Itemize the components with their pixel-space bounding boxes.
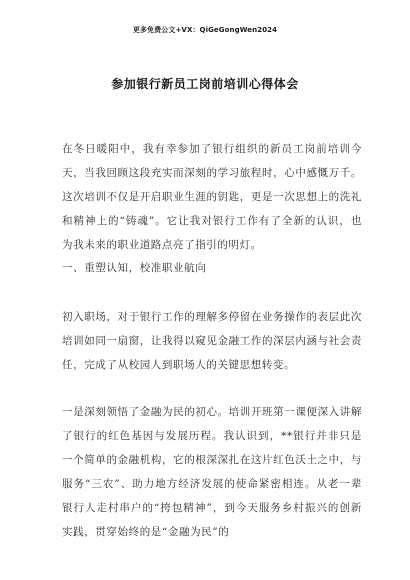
header-note: 更多免费公文+VX：QiGeGongWen2024 (132, 26, 278, 34)
paragraph-section1-point1: 一是深刻领悟了金融为民的初心。培训开班第一课便深入讲解了银行的红色基因与发展历程。我认识到，**银行并非只是一个简单的金融机构，它的根深深扎在这片红色沃土之中，与服务“三农”、助力地方经济发展的使命紧密相连。从老一辈银行人走村串户的“挎包精神”，到今天服务乡村振兴的创新实践，贯穿始终的是“金融为民”的 (62, 406, 362, 538)
paragraph-intro: 在冬日暖阳中，我有幸参加了银行组织的新员工岗前培训今天，当我回顾这段充实而深刻的学习旅程时，心中感慨万千。这次培训不仅是开启职业生涯的钥匙，更是一次思想上的洗礼和精神上的“铸魂”。它让我对银行工作有了全新的认识，也为我未来的职业道路点亮了指引的明灯。 (62, 143, 362, 251)
paragraph-section1-intro: 初入职场，对于银行工作的理解多停留在业务操作的表层此次培训如同一扇窗，让我得以窥见金融工作的深层内涵与社会责任，完成了从校园人到职场人的关键思想转变。 (62, 311, 362, 371)
section-heading-1: 一、重塑认知，校准职业航向 (62, 262, 207, 274)
document-title: 参加银行新员工岗前培训心得体会 (111, 77, 299, 91)
